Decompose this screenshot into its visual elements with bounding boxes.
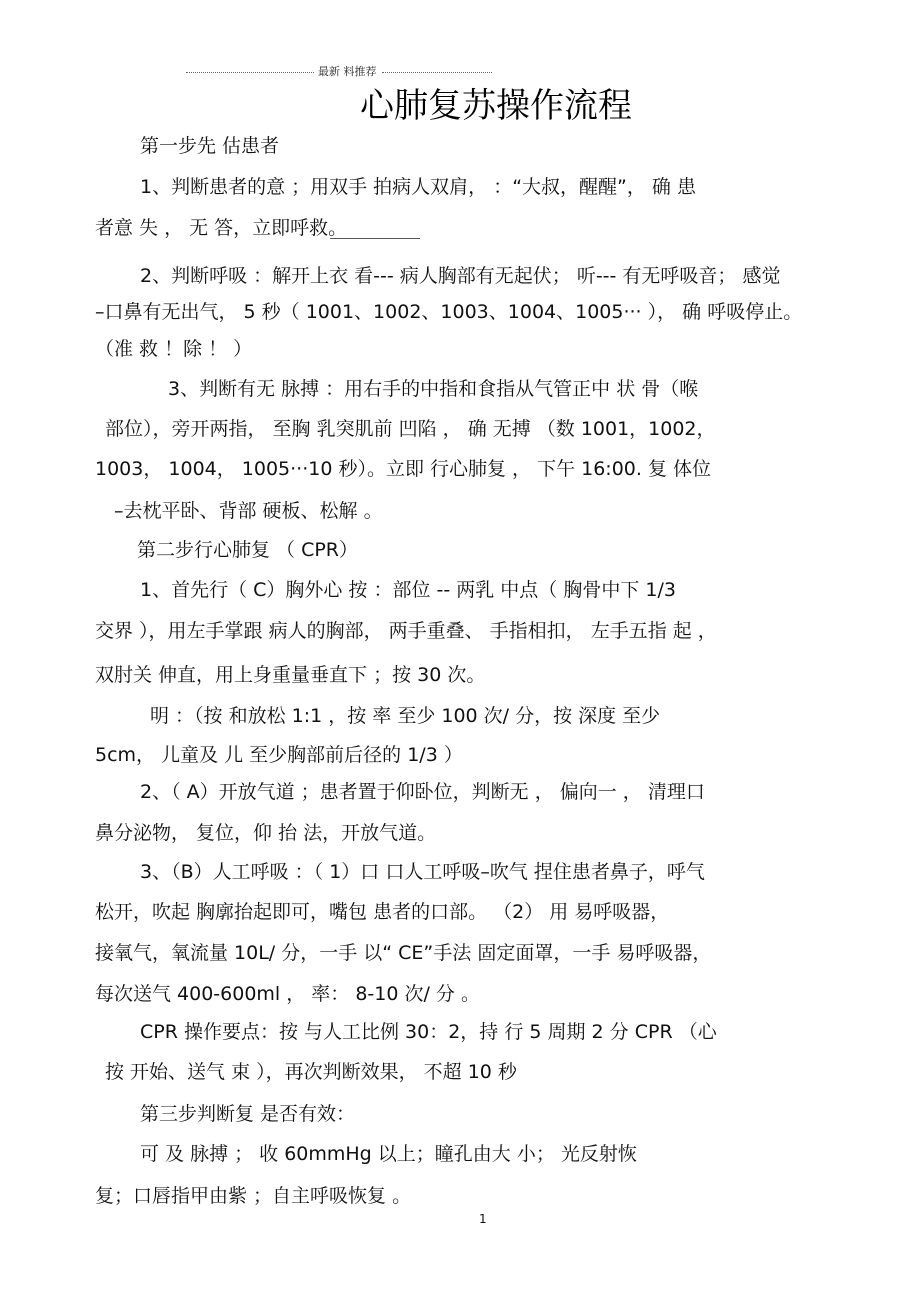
text-line: （准 救 ！除 ！ ） xyxy=(95,338,253,360)
text-line: –口鼻有无出气， 5 秒（ 1001、1002、1003、1004、1005··· ）， 确 呼吸停止。 xyxy=(95,301,803,323)
text-line: 明 ：（按 和放松 1:1 ，按 率 至少 100 次/ 分，按 深度 至少 xyxy=(150,705,661,727)
text-line: 1003， 1004， 1005···10 秒）。立即 行心肺复 ， 下午 16:00. 复 体位 xyxy=(95,458,712,480)
text-line: 交界 ），用左手掌跟 病人的胸部， 两手重叠、 手指相扣， 左手五指 起 ， xyxy=(95,620,717,642)
text-line: 松开，吹起 胸廓抬起即可，嘴包 患者的口部。 （2） 用 易呼吸器， xyxy=(95,901,670,923)
header-text: 最新 料推荐 xyxy=(318,65,377,78)
step-two-heading: 第二步行心肺复 （ CPR） xyxy=(137,539,359,561)
page-title: 心肺复苏操作流程 xyxy=(360,86,632,126)
page-number: 1 xyxy=(479,1212,487,1226)
step-three-heading: 第三步判断复 是否有效： xyxy=(140,1103,356,1125)
text-line: 2、判断呼吸 ：解开上衣 看--- 病人胸部有无起伏； 听--- 有无呼吸音； 感觉 xyxy=(140,265,781,287)
cpr-key-points: CPR 操作要点：按 与人工比例 30：2，持 行 5 周期 2 分 CPR （心 xyxy=(140,1021,717,1043)
text-line: 接氧气，氧流量 10L/ 分，一手 以“ CE”手法 固定面罩，一手 易呼吸器， xyxy=(95,942,712,964)
header-rule-left xyxy=(186,72,314,73)
text-line: 部位），旁开两指， 至胸 乳突肌前 凹陷 ， 确 无搏 （数 1001，1002， xyxy=(105,418,716,440)
text-line: 双肘关 伸直，用上身重量垂直下 ；按 30 次。 xyxy=(95,664,486,686)
text-line: 复；口唇指甲由紫 ；自主呼吸恢复 。 xyxy=(95,1185,412,1207)
text-line: 按 开始、送气 束 ），再次判断效果， 不超 10 秒 xyxy=(105,1061,517,1083)
text-line: 1、首先行（ C）胸外心 按 ：部位 -- 两乳 中点（ 胸骨中下 1/3 xyxy=(140,579,676,601)
text-line: –去枕平卧、背部 硬板、松解 。 xyxy=(114,500,383,522)
underline-mark xyxy=(330,238,420,239)
text-line: 5cm， 儿童及 儿 至少胸部前后径的 1/3 ） xyxy=(95,744,463,766)
step-one-heading: 第一步先 估患者 xyxy=(140,135,280,157)
text-line: 每次送气 400-600ml ， 率： 8-10 次/ 分 。 xyxy=(95,983,480,1005)
text-line: 1、判断患者的意 ；用双手 拍病人双肩， ：“大叔，醒醒”， 确 患 xyxy=(140,176,696,198)
text-line: 2、（ A）开放气道 ；患者置于仰卧位，判断无 ， 偏向一 ， 清理口 xyxy=(140,781,705,803)
text-line: 3、（B）人工呼吸 ：（ 1）口 口人工呼吸–吹气 捏住患者鼻子，呼气 xyxy=(140,861,705,883)
text-line: 可 及 脉搏 ； 收 60mmHg 以上；瞳孔由大 小； 光反射恢 xyxy=(140,1143,637,1165)
header-rule-right xyxy=(382,72,492,73)
text-line: 3、判断有无 脉搏 ：用右手的中指和食指从气管正中 状 骨（喉 xyxy=(168,378,699,400)
text-line: 者意 失 ， 无 答，立即呼救。 xyxy=(95,217,348,239)
text-line: 鼻分泌物， 复位，仰 抬 法，开放气道。 xyxy=(95,822,437,844)
page-header xyxy=(186,64,492,80)
